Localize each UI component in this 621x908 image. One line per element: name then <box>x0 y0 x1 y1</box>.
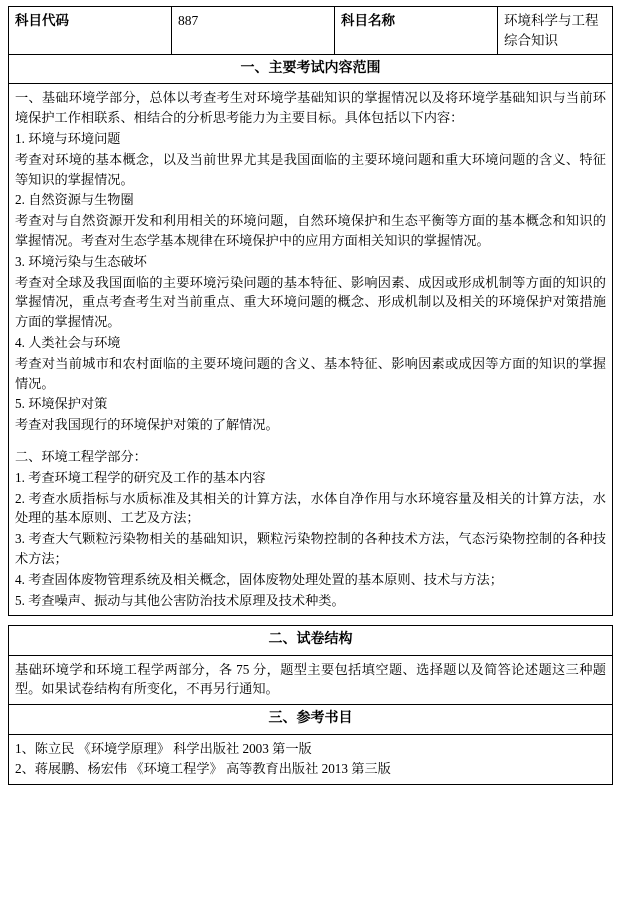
structure-and-books-table <box>8 625 613 785</box>
section-title-paper-structure: 二、试卷结构 <box>9 626 613 655</box>
paragraph: 5. 环境保护对策 <box>15 396 108 412</box>
section-body-paper-structure <box>9 655 613 705</box>
subject-name-label: 科目名称 <box>335 7 498 55</box>
subject-name-value: 环境科学与工程综合知识 <box>498 7 613 55</box>
paragraph: 考查对当前城市和农村面临的主要环境问题的含义、基本特征、影响因素或成因等方面的知识的掌握情况。 <box>15 355 606 391</box>
paragraph: 一、基础环境学部分，总体以考查考生对环境学基础知识的掌握情况以及将环境学基础知识与当前环境保护工作相联系、相结合的分析思考能力为主要目标。具体包括以下内容： <box>15 90 606 126</box>
paragraph: 4. 人类社会与环境 <box>15 334 121 350</box>
paragraph: 考查对全球及我国面临的主要环境污染问题的基本特征、影响因素、成因或形成机制等方面的知识的掌握情况，重点考查考生对当前重点、重大环境问题的概念、形成机制以及相关的环境保护对策措施方面的掌握情况。 <box>15 274 606 330</box>
table-row <box>9 705 613 734</box>
paragraph: 考查对与自然资源开发和利用相关的环境问题，自然环境保护和生态平衡等方面的基本概念和知识的掌握情况。考查对生态学基本规律在环境保护中的应用方面相关知识的掌握情况。 <box>15 213 606 248</box>
table-row <box>9 7 613 55</box>
paragraph: 二、环境工程学部分： <box>15 448 147 464</box>
paragraph-blank <box>15 436 606 446</box>
paragraph: 5. 考查噪声、振动与其他公害防治技术原理及技术种类。 <box>15 592 345 608</box>
paragraph: 考查对环境的基本概念，以及当前世界尤其是我国面临的主要环境问题和重大环境问题的含义、特征等知识的掌握情况。 <box>15 151 606 187</box>
table-row <box>9 55 613 84</box>
table-row <box>9 734 613 785</box>
header-table <box>8 6 613 616</box>
section-body-reference-books <box>9 734 613 785</box>
paragraph: 2. 自然资源与生物圈 <box>15 192 134 208</box>
paragraph: 3. 环境污染与生态破坏 <box>15 253 147 269</box>
subject-code-value: 887 <box>172 7 335 55</box>
list-item: 2、蒋展鹏、杨宏伟 《环境工程学》 高等教育出版社 2013 第三版 <box>15 761 391 777</box>
section-title-exam-scope: 一、主要考试内容范围 <box>9 55 613 84</box>
section-title-reference-books: 三、参考书目 <box>9 705 613 734</box>
paragraph: 基础环境学和环境工程学两部分，各 75 分，题型主要包括填空题、选择题以及简答论述题这三种题型。如果试卷结构有所变化，不再另行通知。 <box>15 661 606 697</box>
subject-code-label: 科目代码 <box>9 7 172 55</box>
table-gap <box>8 616 613 625</box>
table-row <box>9 626 613 655</box>
paragraph: 4. 考查固体废物管理系统及相关概念，固体废物处理处置的基本原则、技术与方法； <box>15 571 503 587</box>
table-row <box>9 84 613 616</box>
paragraph: 考查对我国现行的环境保护对策的了解情况。 <box>15 417 279 433</box>
paragraph: 1. 考查环境工程学的研究及工作的基本内容 <box>15 469 266 485</box>
paragraph: 2. 考查水质指标与水质标准及其相关的计算方法，水体自净作用与水环境容量及相关的计算方法，水处理的基本原则、工艺及方法； <box>15 490 606 526</box>
paragraph: 3. 考查大气颗粒污染物相关的基础知识，颗粒污染物控制的各种技术方法，气态污染物控制的各种技术方法； <box>15 531 606 566</box>
paragraph: 1. 环境与环境问题 <box>15 131 121 147</box>
section-body-exam-scope <box>9 84 613 616</box>
list-item: 1、陈立民 《环境学原理》 科学出版社 2003 第一版 <box>15 740 312 756</box>
table-row <box>9 655 613 705</box>
